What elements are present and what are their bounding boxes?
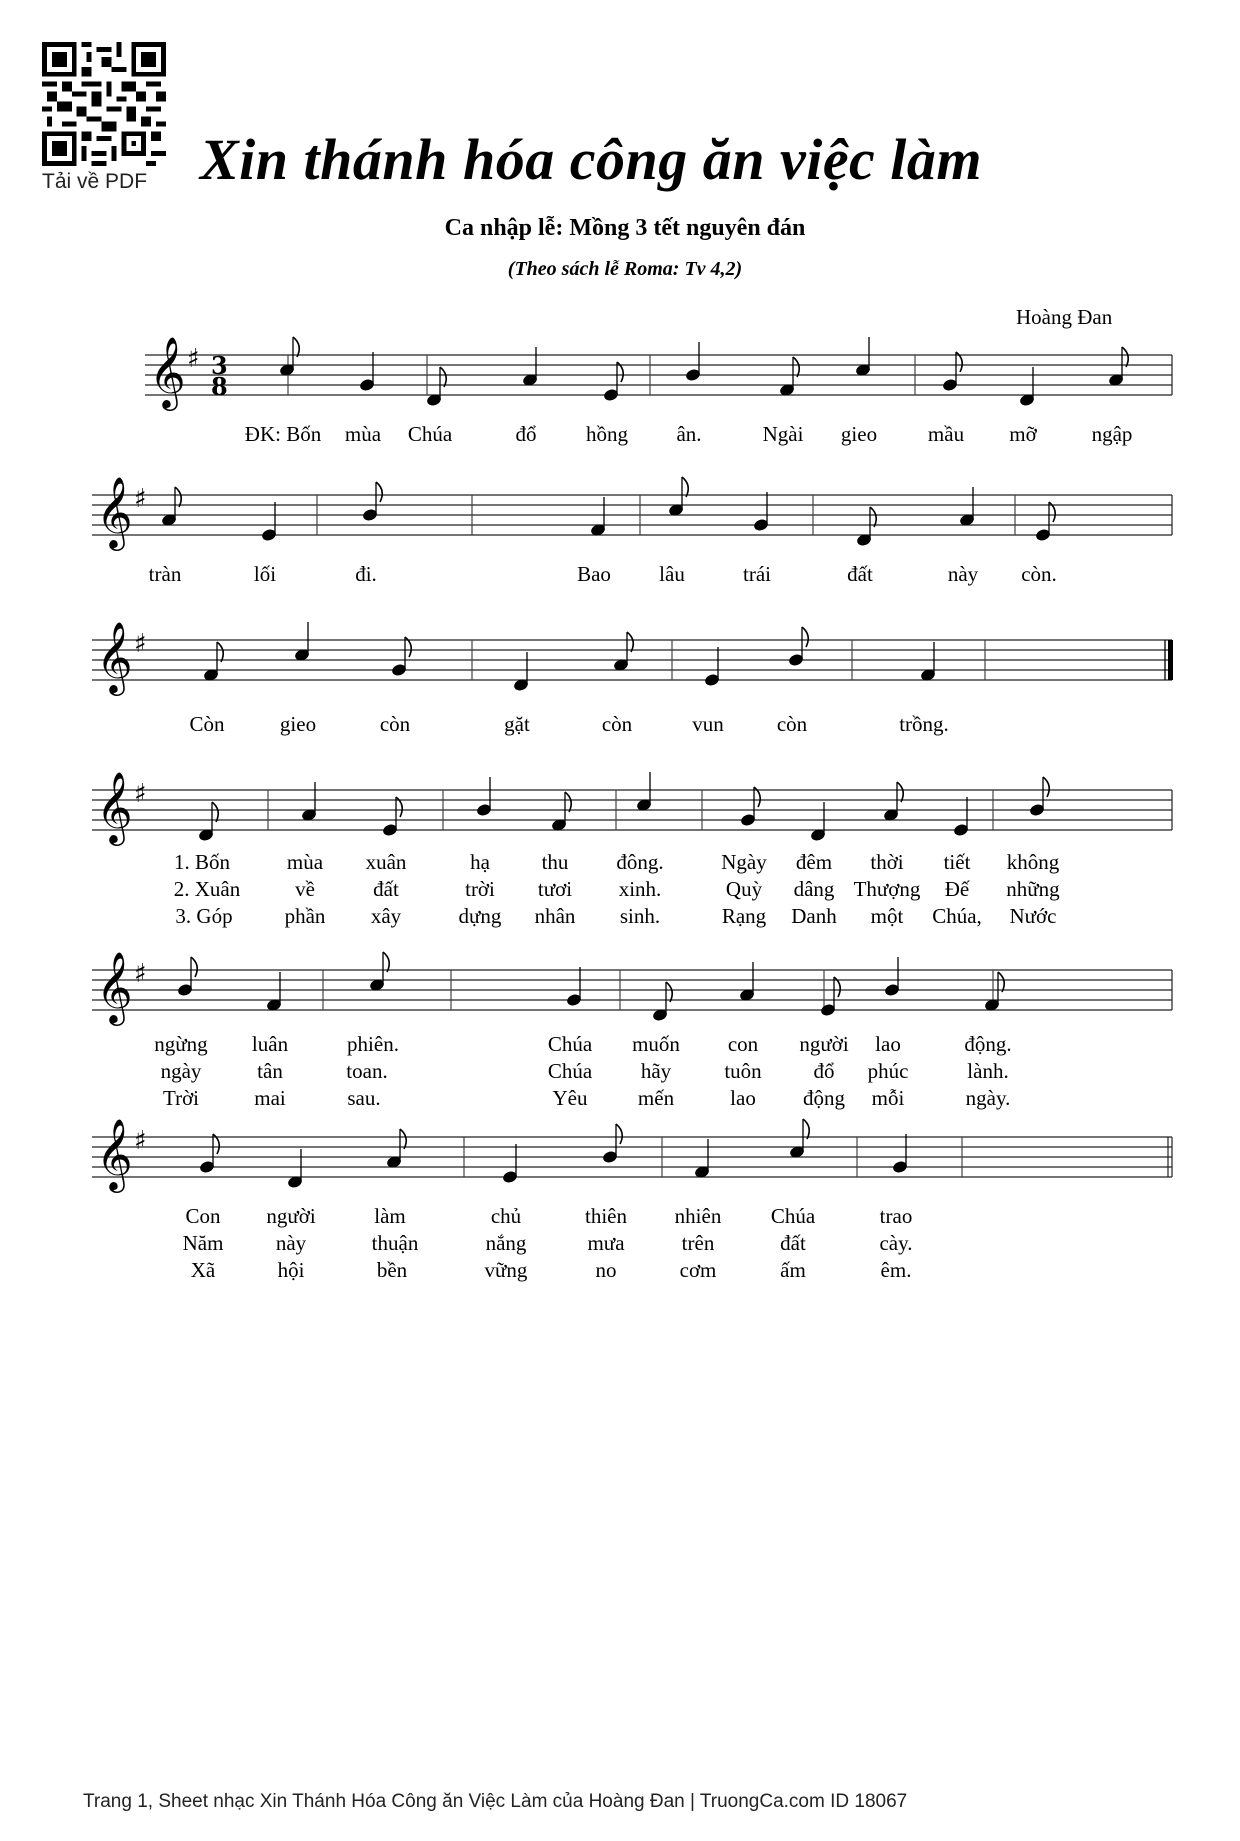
note-flag [870,507,876,527]
lyric-word: Danh [791,904,837,928]
lyric-word: Chúa [547,1059,593,1083]
lyric-word: Ngài [762,422,804,446]
note-flag [627,632,633,652]
lyric-word: trên [681,1231,715,1255]
lyric-word: đổ [813,1059,835,1083]
lyric-word: ấm [780,1258,806,1282]
lyric-word: hãy [640,1059,672,1083]
note-flag [666,982,672,1002]
note-flag [217,642,223,662]
lyric-word: sinh. [619,904,661,928]
lyric-word: đông. [616,850,664,874]
staff-system-verse-3 [0,1097,1240,1297]
sharp-key-signature-icon: ♯ [134,484,147,514]
note-flag [998,972,1004,992]
lyric-word: thời [870,850,904,874]
note-flag [212,802,218,822]
lyric-word: mỗi [871,1086,905,1110]
lyric-word: chủ [490,1204,522,1228]
lyric-word: động. [964,1032,1012,1056]
lyric-word: này [947,562,979,586]
lyric-word: lao [875,1032,901,1056]
lyric-word: luân [251,1032,289,1056]
treble-clef-icon: 𝄞 [96,1117,133,1190]
lyric-word: con [727,1032,759,1056]
song-title: Xin thánh hóa công ăn việc làm [200,127,983,192]
lyric-word: trái [743,562,771,586]
lyric-word: gieo [279,712,317,736]
lyric-word: mầu [927,422,965,446]
lyric-word: ngập [1091,422,1133,446]
lyric-word: lâu [659,562,685,586]
song-subtitle: Ca nhập lễ: Mồng 3 tết nguyên đán [444,215,806,241]
lyric-word: mai [254,1086,286,1110]
lyric-word: mùa [344,422,382,446]
lyric-word: về [295,877,315,901]
lyric-word: người [266,1204,316,1228]
lyric-word: ĐK: Bốn [244,422,322,446]
lyric-word: trồng. [899,712,949,736]
lyric-word: hồng [586,422,628,446]
note-flag [440,367,446,387]
lyric-word: còn. [1021,562,1057,586]
lyric-word: Yêu [552,1086,588,1110]
lyric-word: muốn [632,1032,680,1056]
note-flag [293,337,299,357]
lyric-word: nắng [485,1231,527,1255]
lyric-word: 1. Bốn [173,850,231,874]
lyric-word: gieo [840,422,878,446]
lyric-word: dựng [458,904,502,928]
note-flag [191,957,197,977]
lyric-word: no [595,1258,617,1282]
lyric-word: cơm [679,1258,717,1282]
svg-text:8: 8 [211,372,228,401]
lyric-word: thu [541,850,569,874]
lyric-word: 2. Xuân [173,877,241,901]
lyric-word: mưa [587,1231,625,1255]
lyric-word: tiết [943,850,971,874]
lyric-word: mùa [286,850,324,874]
lyric-word: Chúa [770,1204,816,1228]
note-flag [897,782,903,802]
lyric-word: lao [730,1086,756,1110]
lyric-word: cày. [879,1231,913,1255]
lyric-word: dâng [793,877,835,901]
lyric-word: gặt [504,712,530,736]
lyric-word: đổ [515,422,537,446]
lyric-word: Nước [1009,904,1057,928]
lyric-word: Chúa, [932,904,982,928]
lyric-word: vững [484,1258,528,1282]
lyric-word: Năm [182,1231,224,1255]
lyric-word: ngày. [965,1086,1011,1110]
lyric-word: hạ [470,850,490,874]
note-flag [383,952,389,972]
note-flag [400,1129,406,1149]
lyric-word: phúc [867,1059,909,1083]
lyric-word: Còn [189,712,225,736]
sharp-key-signature-icon: ♯ [134,779,147,809]
lyric-word: tươi [537,877,573,901]
treble-clef-icon: 𝄞 [96,950,133,1023]
lyric-word: tuôn [724,1059,762,1083]
lyric-word: lành. [967,1059,1009,1083]
lyric-word: Đế [944,877,970,901]
note-flag [175,487,181,507]
note-flag [803,1119,809,1139]
lyric-word: tràn [148,562,182,586]
note-flag [1122,347,1128,367]
lyric-word: thiên [585,1204,627,1228]
lyric-word: ân. [676,422,702,446]
lyric-word: đêm [795,850,833,874]
lyric-word: Thượng [853,877,921,901]
lyric-word: một [870,904,904,928]
lyric-word: mỡ [1009,422,1037,446]
lyric-word: Con [185,1204,221,1228]
treble-clef-icon: 𝄞 [149,335,186,408]
lyric-word: không [1006,850,1060,874]
lyric-word: bền [376,1258,408,1282]
page-footer: Trang 1, Sheet nhạc Xin Thánh Hóa Công ăn Việc Làm của Hoàng Đan | TruongCa.com ID 18067 [83,1791,908,1812]
song-source: (Theo sách lễ Roma: Tv 4,2) [507,258,743,280]
sharp-key-signature-icon: ♯ [134,1126,147,1156]
lyric-word: Quỳ [725,877,763,901]
note-flag [682,477,688,497]
sharp-key-signature-icon: ♯ [134,629,147,659]
lyric-word: đất [847,562,873,586]
treble-clef-icon: 𝄞 [96,770,133,843]
lyric-word: Xã [190,1258,216,1282]
lyric-word: phiên. [347,1032,399,1056]
staff-system-verse-1 [0,750,1240,950]
note-flag [1043,777,1049,797]
lyric-word: Ngày [721,850,767,874]
qr-code-icon[interactable] [42,42,166,166]
lyric-word: Rạng [721,904,767,928]
lyric-word: Chúa [547,1032,593,1056]
lyric-word: này [275,1231,307,1255]
lyric-word: những [1006,877,1060,901]
lyric-word: xây [370,904,402,928]
note-flag [565,792,571,812]
lyric-word: thuận [371,1231,419,1255]
lyric-word: tân [257,1059,283,1083]
note-flag [376,482,382,502]
lyric-word: còn [379,712,411,736]
lyric-word: còn [776,712,808,736]
sharp-key-signature-icon: ♯ [187,344,200,374]
lyric-word: trao [879,1204,913,1228]
lyric-word: đi. [355,562,377,586]
time-signature: 3 [211,351,228,380]
lyric-word: còn [601,712,633,736]
lyric-word: ngừng [154,1032,208,1056]
lyric-word: toan. [346,1059,388,1083]
note-flag [793,357,799,377]
lyric-word: sau. [347,1086,381,1110]
lyric-word: Trời [162,1086,200,1110]
lyric-word: Chúa [407,422,453,446]
composer-name: Hoàng Đan [1016,305,1113,329]
lyric-word: hội [277,1258,305,1282]
lyric-word: vun [692,712,724,736]
lyric-word: ngày [160,1059,202,1083]
lyric-word: xuân [365,850,407,874]
note-flag [802,627,808,647]
treble-clef-icon: 𝄞 [96,475,133,548]
sharp-key-signature-icon: ♯ [134,959,147,989]
lyric-word: trời [465,877,495,901]
lyric-word: Bao [577,562,611,586]
download-pdf-label[interactable]: Tải về PDF [42,170,148,193]
lyric-word: đất [780,1231,806,1255]
lyric-word: đất [373,877,399,901]
lyric-word: xinh. [618,877,662,901]
lyric-word: động [803,1086,845,1110]
lyric-word: nhiên [674,1204,722,1228]
note-flag [616,1124,622,1144]
lyric-word: 3. Góp [175,904,233,928]
lyric-word: nhân [534,904,576,928]
lyric-word: người [799,1032,849,1056]
lyric-word: làm [374,1204,406,1228]
lyric-word: lối [253,562,277,586]
lyric-word: êm. [880,1258,912,1282]
treble-clef-icon: 𝄞 [96,620,133,693]
lyric-word: phần [284,904,326,928]
lyric-word: mến [637,1086,675,1110]
